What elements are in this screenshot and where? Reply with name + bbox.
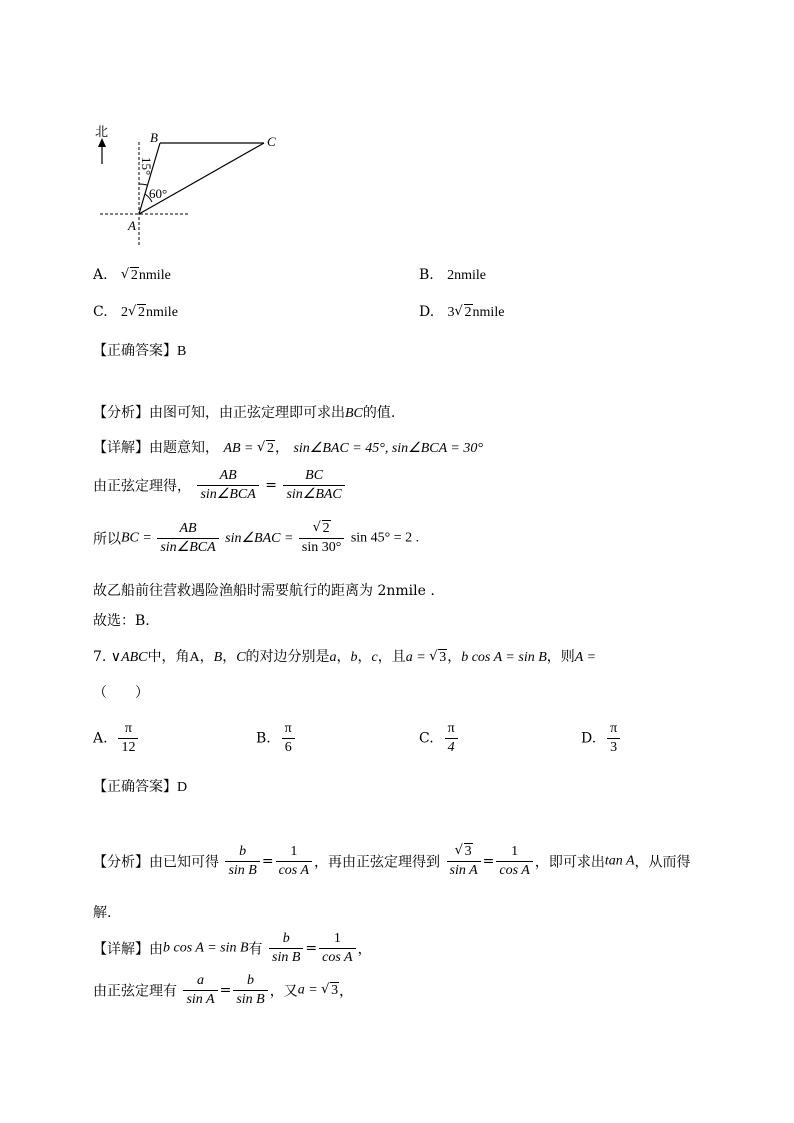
- q6-conclusion: 故乙船前往营救遇险渔船时需要航行的距离为 2nmile .: [93, 583, 435, 599]
- q7-answer: 【正确答案】D: [93, 779, 188, 795]
- angle-60-label: 60°: [149, 186, 168, 201]
- q6-option-b[interactable]: B. 2nmile: [419, 267, 486, 283]
- q6-option-d[interactable]: D. 3√ 2nmile: [419, 304, 504, 321]
- q7-stem: 7. ∨ABC中，角A，B，C的对边分别是a，b，c，且a = √ 3，b cos A = sin B，则A =: [93, 646, 596, 666]
- label-c: C: [267, 134, 276, 149]
- q6-option-c[interactable]: C. 2√ 2nmile: [93, 304, 178, 321]
- q7-option-c[interactable]: C. $\frac{\pi}{4}$: [419, 720, 460, 757]
- angle-15-label: 15°: [139, 157, 154, 176]
- q7-option-d[interactable]: D. $\frac{\pi}{3}$: [581, 720, 622, 757]
- q7-option-a[interactable]: A. $\frac{\pi}{12}$: [93, 720, 140, 757]
- side-ac: [139, 143, 264, 214]
- q7-law: 由正弦定理有 $\frac{a}{\text{sin A}}$ = $\frac{b}{\text{sin B}}$ ，又a = √ 3，: [93, 972, 353, 1009]
- q6-detail: 【详解】由题意知， AB = √ 2， sin∠BAC = 45°, sin∠BCA = 30°: [93, 437, 483, 457]
- q7-option-b[interactable]: B. $\frac{\pi}{6}$: [256, 720, 297, 757]
- q6-option-a[interactable]: A. √ 2nmile: [93, 267, 171, 284]
- angle-arc-15: [139, 184, 147, 185]
- label-a: A: [128, 218, 136, 233]
- q6-analysis: 【分析】由图可知，由正弦定理即可求出BC的值.: [93, 405, 396, 421]
- q7-analysis-cont: 解.: [93, 905, 112, 921]
- q6-answer: 【正确答案】B: [93, 343, 187, 359]
- q7-analysis: 【分析】由已知可得 $\frac{b}{\text{sin B}}$ = $\frac{1}{\text{cos A}}$ ，再由正弦定理得到 √ $\frac{3}{\text{sin A}}$ = $\frac{1}{\text{cos A}}$ ，即可求出tan A，从而得: [93, 843, 691, 880]
- triangle-diagram: [92, 122, 292, 252]
- q7-detail: 【详解】由b cos A = sin B有 $\frac{b}{\text{sin B}}$ = $\frac{1}{\text{cos A}}$ ，: [93, 931, 372, 965]
- q7-blank: （ ）: [93, 685, 149, 701]
- q6-choose: 故选：B.: [93, 613, 150, 629]
- label-b: B: [150, 130, 158, 145]
- q6-sine-law: 由正弦定理得， $\frac{AB}{\text{sin∠BCA}}$ = $\frac{BC}{\text{sin∠BAC}}$: [93, 467, 347, 504]
- north-label: 北: [95, 125, 109, 140]
- q6-computation: 所以BC = $\frac{AB}{\text{sin∠BCA}}$ sin∠BAC = √ $\frac{2}{\sin 30^\circ}$ sin 45° = 2 .: [93, 520, 419, 557]
